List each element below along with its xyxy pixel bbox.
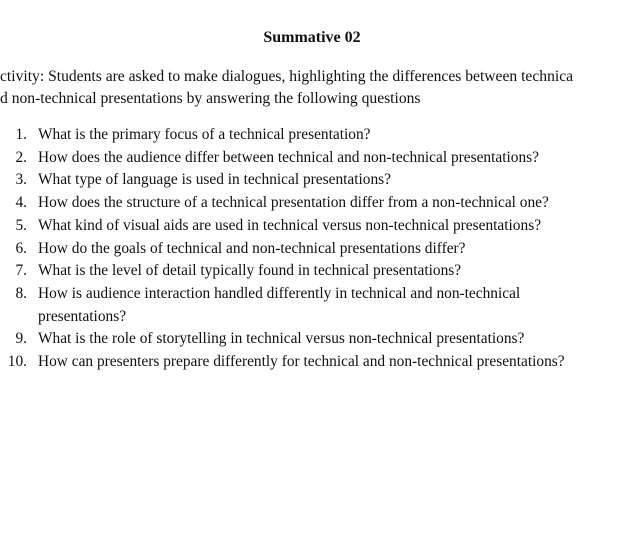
question-item: [0, 192, 624, 215]
activity-line-1: ctivity: Students are asked to make dialogues, highlighting the differences between technica: [0, 68, 574, 85]
question-text: What is the level of detail typically found in technical presentations?: [38, 262, 462, 280]
question-item: [0, 260, 624, 283]
question-text: What type of language is used in technical presentations?: [38, 171, 392, 189]
question-number: 8.: [15, 284, 27, 302]
question-number: 6.: [15, 239, 27, 257]
question-text: presentations?: [38, 307, 127, 325]
question-number: 2.: [15, 148, 27, 166]
question-number: 9.: [15, 330, 27, 348]
question-text: What kind of visual aids are used in technical versus non-technical presentations?: [38, 216, 542, 234]
question-number: 4.: [15, 194, 27, 212]
question-item: [0, 238, 624, 261]
activity-line-2: d non-technical presentations by answering the following questions: [0, 90, 421, 107]
question-number: 7.: [15, 262, 27, 280]
question-item: [0, 215, 624, 238]
question-number: 5.: [15, 216, 27, 234]
question-item: [0, 124, 624, 147]
question-list: [0, 124, 624, 374]
question-item: [0, 283, 624, 328]
question-text: How does the structure of a technical presentation differ from a non-technical one?: [38, 194, 549, 212]
question-text: How does the audience differ between technical and non-technical presentations?: [38, 148, 539, 166]
question-item: [0, 351, 624, 374]
document-title: Summative 02: [263, 29, 361, 46]
question-text: What is the role of storytelling in technical versus non-technical presentations?: [38, 330, 525, 348]
question-item: [0, 147, 624, 170]
question-item: [0, 328, 624, 351]
question-text: What is the primary focus of a technical presentation?: [38, 126, 371, 143]
question-number: 3.: [15, 171, 27, 189]
question-text: How do the goals of technical and non-technical presentations differ?: [38, 239, 466, 257]
question-text: How can presenters prepare differently for technical and non-technical presentations?: [38, 353, 565, 371]
question-item: [0, 169, 624, 192]
question-number: 1.: [15, 126, 27, 143]
question-number: 10.: [7, 353, 27, 371]
question-text: How is audience interaction handled differently in technical and non-technical: [38, 284, 521, 302]
